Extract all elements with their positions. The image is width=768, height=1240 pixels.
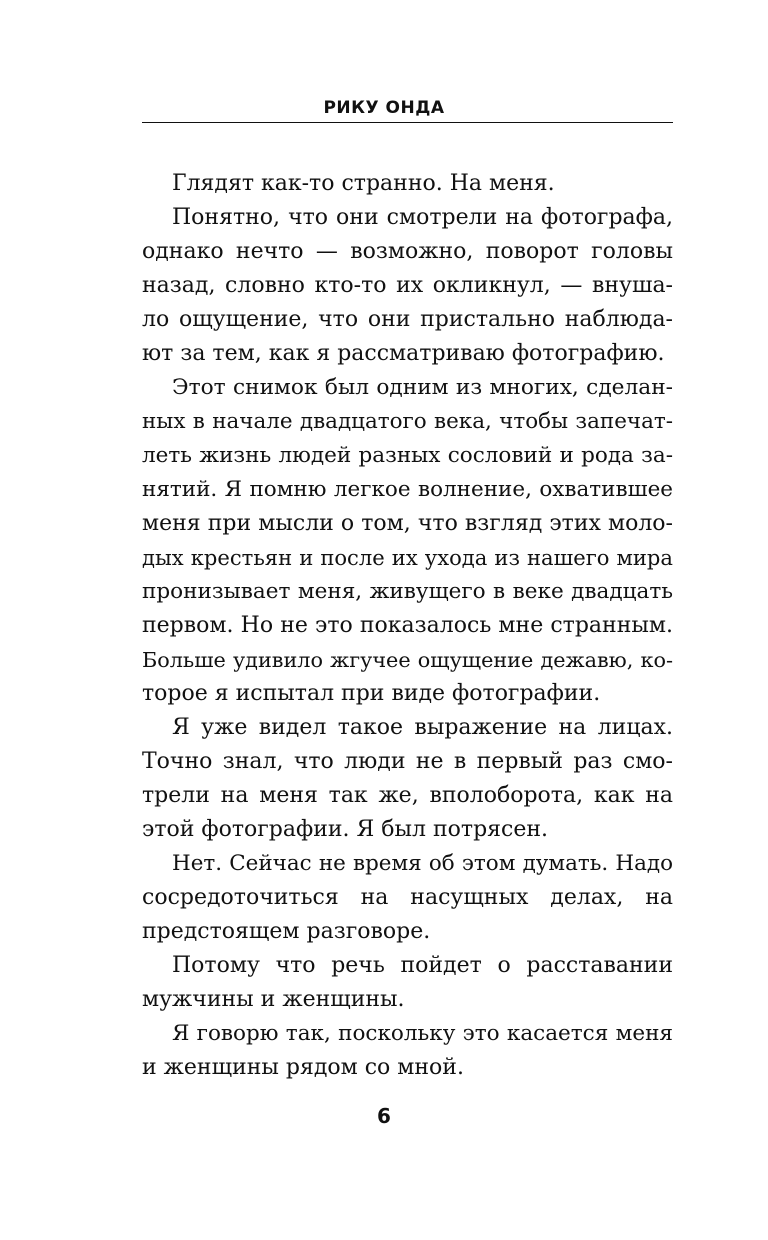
- paragraph: [142, 711, 673, 847]
- header-rule: [142, 122, 673, 123]
- text-line: дых крестьян и после их ухода из нашего мира: [142, 545, 673, 570]
- text-line: Больше удивило жгучее ощущение дежавю, ко-: [142, 648, 673, 672]
- paragraph: [142, 201, 673, 371]
- text-line: торое я испытал при виде фотографии.: [142, 681, 601, 706]
- text-line: ных в начале двадцатого века, чтобы запечат-: [142, 409, 673, 434]
- text-line: Глядят как-то странно. На меня.: [172, 171, 555, 196]
- paragraph: [142, 949, 673, 1017]
- text-line: Нет. Сейчас не время об этом думать. Надо: [172, 851, 673, 876]
- text-line: пронизывает меня, живущего в веке двадцать: [142, 579, 673, 604]
- text-line: нятий. Я помню легкое волнение, охватившее: [142, 477, 673, 502]
- text-line: однако нечто — возможно, поворот головы: [142, 239, 673, 264]
- text-line: мужчины и женщины.: [142, 987, 405, 1012]
- text-line: Точно знал, что люди не в первый раз смо-: [142, 749, 673, 774]
- running-head: РИКУ ОНДА: [323, 98, 445, 118]
- text-line: назад, словно кто-то их окликнул, — внуша-: [142, 273, 673, 298]
- text-line: Я уже видел такое выражение на лицах.: [172, 715, 673, 740]
- text-line: трели на меня так же, вполоборота, как на: [142, 783, 673, 808]
- paragraph: [142, 847, 673, 949]
- text-line: ют за тем, как я рассматриваю фотографию.: [142, 341, 665, 366]
- text-line: леть жизнь людей разных сословий и рода за-: [142, 443, 673, 468]
- paragraph: [142, 167, 673, 201]
- text-line: Я говорю так, поскольку это касается меня: [172, 1021, 673, 1046]
- text-line: Потому что речь пойдет о расставании: [172, 953, 673, 978]
- text-line: сосредоточиться на насущных делах, на: [142, 885, 673, 910]
- text-line: ло ощущение, что они пристально наблюда-: [142, 307, 673, 332]
- paragraph: [142, 1017, 673, 1085]
- text-line: и женщины рядом со мной.: [142, 1055, 464, 1080]
- text-line: этой фотографии. Я был потрясен.: [142, 817, 549, 842]
- text-line: Понятно, что они смотрели на фотографа,: [172, 205, 673, 230]
- text-line: меня при мысли о том, что взгляд этих моло-: [142, 511, 673, 536]
- text-line: предстоящем разговоре.: [142, 919, 431, 944]
- body-text: [142, 167, 673, 1085]
- text-line: первом. Но не это показалось мне странным.: [142, 613, 673, 638]
- paragraph: [142, 371, 673, 711]
- text-line: Этот снимок был одним из многих, сделан-: [172, 375, 673, 400]
- page-number: 6: [377, 1104, 391, 1128]
